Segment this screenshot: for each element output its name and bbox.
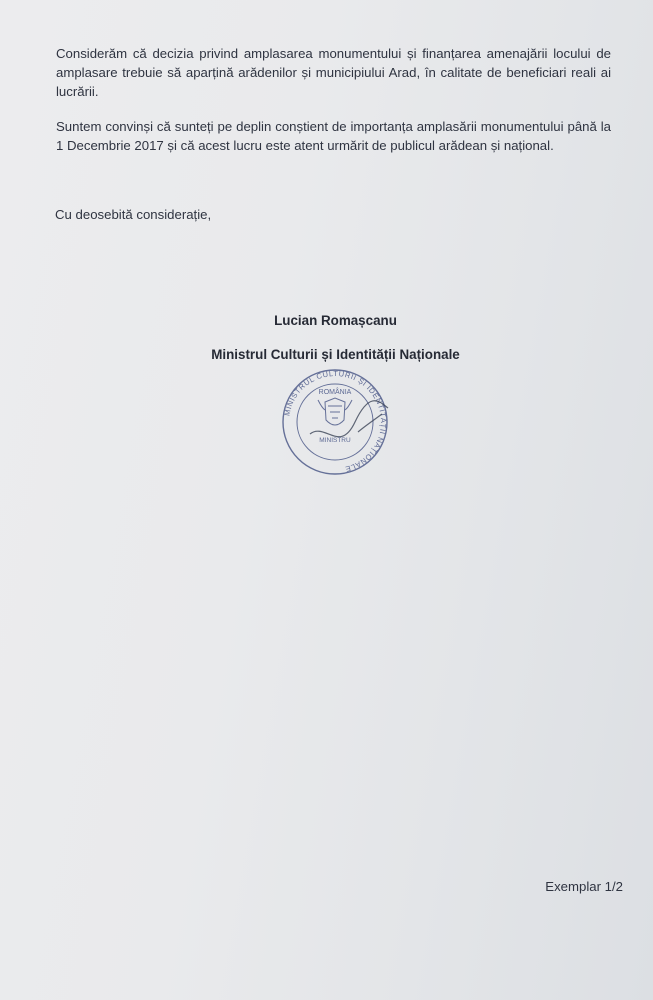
official-stamp-seal: [270, 362, 400, 482]
copy-number-footer: Exemplar 1/2: [545, 879, 623, 894]
coat-of-arms-icon: [318, 398, 352, 425]
paragraph-importance: Suntem convinși că sunteți pe deplin conștient de importanța amplasării monumentului până la 1 Decembrie 2017 și că acest lucru este atent urmărit de publicul arădean și național.: [56, 119, 611, 153]
signatory-title: Ministrul Culturii și Identității Naționale: [211, 347, 460, 362]
signatory-name: Lucian Romașcanu: [274, 313, 397, 328]
paragraph-decision: Considerăm că decizia privind amplasarea monumentului și finanțarea amenajării locului de amplasare trebuie să aparțină arădenilor și municipiului Arad, în calitate de beneficiari reali ai lucrării.: [56, 46, 611, 99]
stamp-top-text: ROMÂNIA: [318, 389, 352, 396]
stamp-ring-text: MINISTRUL CULTURII ȘI IDENTITĂȚII NAȚIONALE: [282, 368, 389, 474]
stamp-center-text: MINISTRU: [319, 437, 351, 444]
closing-salutation: Cu deosebită considerație,: [55, 207, 212, 222]
